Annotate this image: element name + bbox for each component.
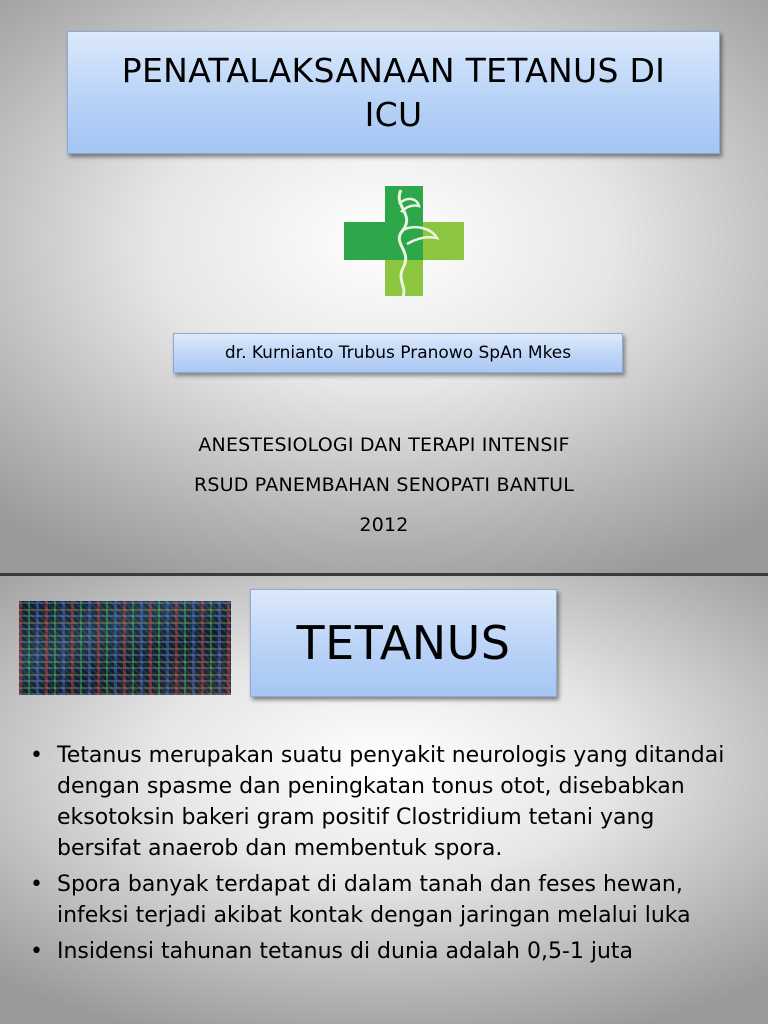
medical-cross-logo-icon bbox=[341, 184, 467, 298]
bacteria-image bbox=[19, 601, 231, 695]
bullet-text: Insidensi tahunan tetanus di dunia adalah 0,5-1 juta bbox=[57, 939, 634, 964]
institution-hospital: RSUD PANEMBAHAN SENOPATI BANTUL bbox=[193, 474, 575, 496]
bullet-dot-icon: • bbox=[30, 939, 43, 964]
heading-box bbox=[250, 589, 557, 697]
author-name: dr. Kurnianto Trubus Pranowo SpAn Mkes bbox=[224, 343, 572, 363]
slide-heading: TETANUS bbox=[296, 616, 511, 670]
bullet-item bbox=[30, 740, 730, 864]
bullet-dot-icon: • bbox=[30, 743, 43, 768]
bullet-item bbox=[30, 936, 730, 967]
institution-year: 2012 bbox=[359, 514, 409, 536]
bullet-item bbox=[30, 869, 730, 931]
institution-block bbox=[84, 425, 684, 545]
title-box bbox=[67, 31, 720, 154]
tetanus-slide bbox=[0, 576, 768, 1024]
institution-department: ANESTESIOLOGI DAN TERAPI INTENSIF bbox=[198, 434, 570, 456]
author-box bbox=[173, 333, 623, 373]
bullet-dot-icon: • bbox=[30, 872, 43, 897]
bullet-text: Spora banyak terdapat di dalam tanah dan feses hewan, infeksi terjadi akibat kontak dengan jaringan melalui luka bbox=[57, 872, 691, 928]
slide-title: PENATALAKSANAAN TETANUS DI ICU bbox=[121, 50, 666, 134]
bullet-list bbox=[30, 740, 730, 972]
bullet-text: Tetanus merupakan suatu penyakit neurologis yang ditandai dengan spasme dan peningkatan tonus otot, disebabkan eksotoksin bakeri gram positif Clostridium tetani yang bersifat anaerob dan membentuk spora. bbox=[57, 743, 725, 861]
